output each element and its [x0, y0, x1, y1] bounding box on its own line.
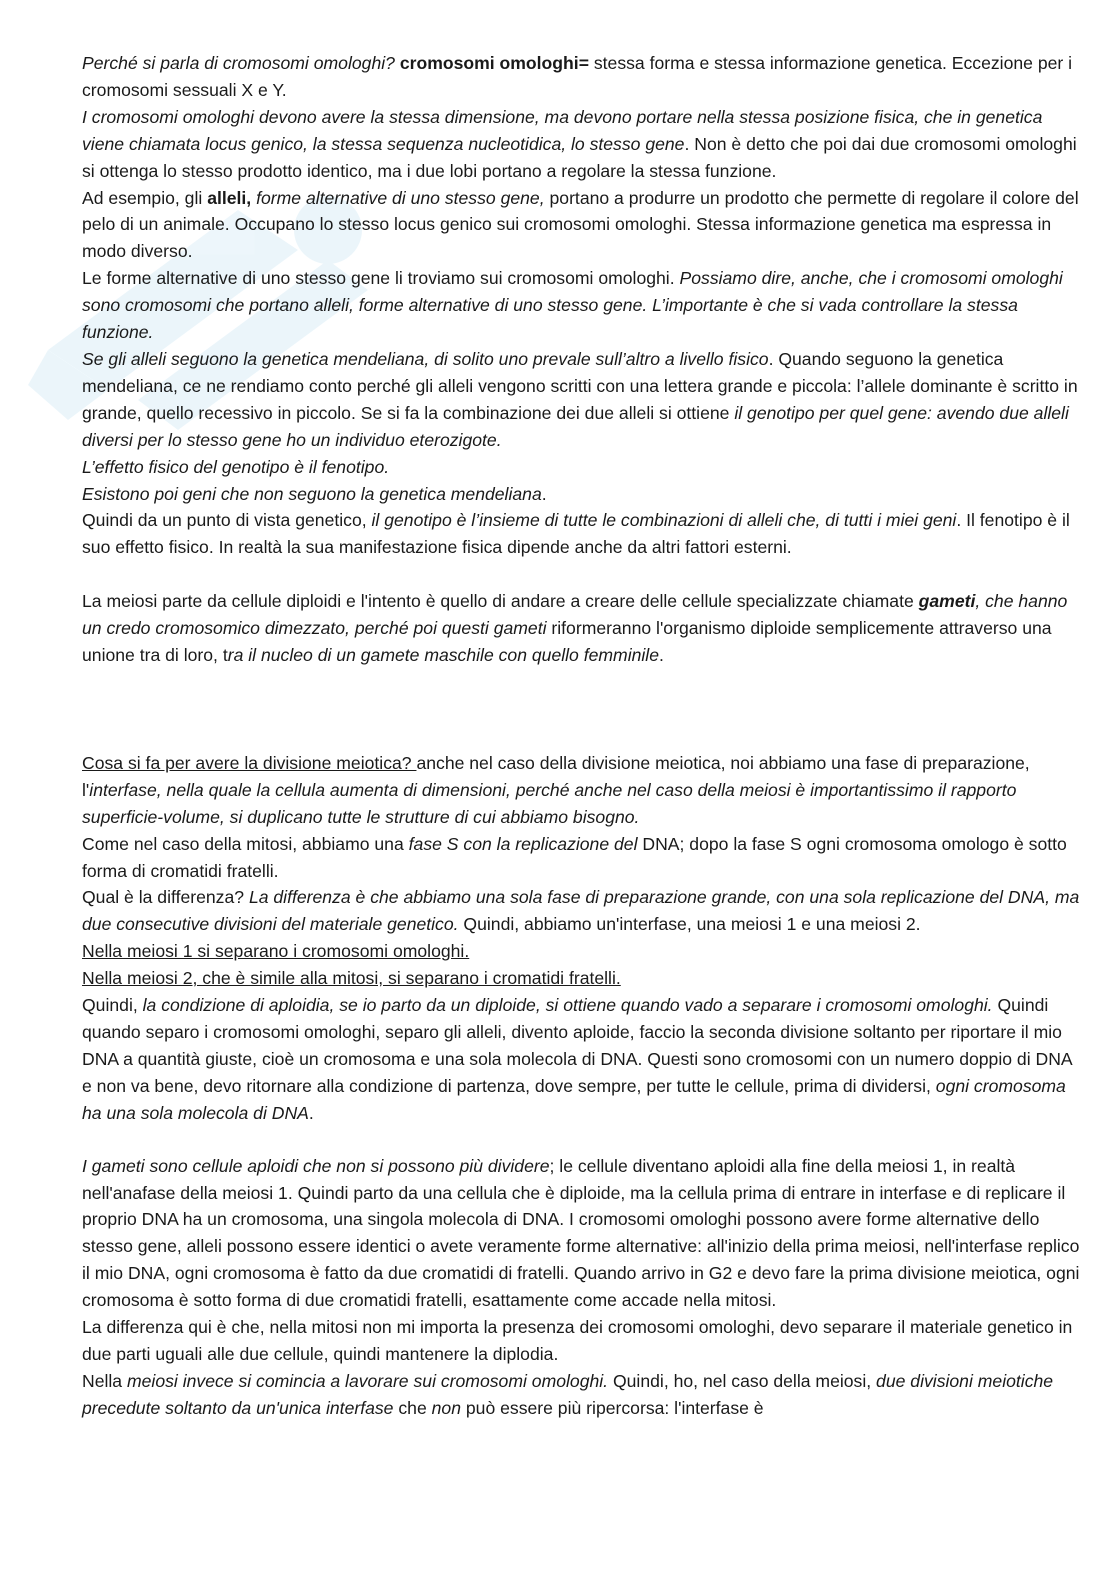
- text-run: anche nel caso della divisione meiotica, noi abbiamo una fase di preparazione, l': [82, 752, 1030, 800]
- text-run: ; le cellule diventano aploidi alla fine della meiosi 1, in realtà nell'anafase della meiosi 1. Quindi parto da una cellula che è diploide, ma la cellula prima di entrare in interfase e di replicare il proprio DNA ha un cromosoma, una singola molecola di DNA. I cromosomi omologhi possono avere forme alternative dello stesso gene, alleli possono essere identici o avete veramente forme alternative: all'inizio della prima meiosi, nell'interfase replico il mio DNA, ogni cromosoma è fatto da due cromatidi di fratelli. Quando arrivo in G2 e devo fare la prima divisione meiotica, ogni cromosoma è sotto forma di due cromatidi fratelli, esattamente come accade nella mitosi.: [82, 1155, 1080, 1311]
- para-geni-non-mendeliani: [82, 481, 1082, 508]
- text-run: Possiamo dire, anche, che i cromosomi omologhi sono cromosomi che portano alleli, forme alternative di uno stesso gene. L’importante è che si vada controllare la stessa funzione.: [82, 268, 1063, 343]
- para-forme-alternative: [82, 265, 1082, 346]
- text-run: cromosomi omologhi=: [399, 53, 589, 73]
- text-run: stessa forma e stessa informazione genetica. Eccezione per i cromosomi sessuali X e Y.: [82, 53, 1073, 100]
- paragraph-spacer: [82, 561, 1082, 588]
- para-differenza-mitosi: [82, 1314, 1082, 1368]
- text-run: . Il fenotipo è il suo effetto fisico. In realtà la sua manifestazione fisica dipende anche da altri fattori esterni.: [82, 510, 1070, 558]
- text-run: gameti: [918, 591, 976, 612]
- text-run: I gameti sono cellule aploidi che non si possono più dividere: [82, 1155, 550, 1176]
- para-differenza: [82, 884, 1082, 938]
- text-run: La differenza è che abbiamo una sola fase di preparazione grande, con una sola replicazione del DNA, ma due consecutive divisioni del materiale genetico.: [82, 887, 1080, 935]
- text-run: Quindi, ho, nel caso della meiosi,: [608, 1370, 877, 1391]
- para-fase-s: [82, 831, 1082, 885]
- text-run: riformeranno l'organismo diploide semplicemente attraverso una unione tra di loro, t: [82, 618, 1052, 666]
- text-run: Quindi, abbiamo un'interfase, una meiosi 1 e una meiosi 2.: [458, 914, 921, 935]
- text-run: meiosi invece si comincia a lavorare sui cromosomi omologhi.: [126, 1370, 609, 1391]
- text-run: Nella: [82, 1370, 127, 1391]
- para-meiosi-gameti: [82, 588, 1082, 669]
- text-run: può essere più ripercorsa: l'interfase è: [460, 1397, 764, 1418]
- text-run: Cosa si fa per avere la divisione meiotica?: [82, 752, 417, 773]
- para-fenotipo: [82, 454, 1082, 481]
- text-run: portano a produrre un prodotto che permette di regolare il colore del pelo di un animale. Occupano lo stesso locus genico sui cromosomi omologhi. Stessa informazione genetica ma espressa in modo diverso.: [82, 187, 1079, 262]
- text-run: Ad esempio, gli: [82, 187, 208, 208]
- text-run: .: [308, 1102, 314, 1123]
- text-run: Se gli alleli seguono la genetica mendeliana, di solito uno prevale sull’altro a livello fisico: [82, 348, 769, 369]
- text-run: DNA; dopo la fase S ogni cromosoma omologo è sotto forma di cromatidi fratelli.: [82, 833, 1067, 881]
- paragraph-spacer: [82, 669, 1082, 750]
- text-run: .: [541, 483, 547, 504]
- text-run: Nella meiosi 2, che è simile alla mitosi, si separano i cromatidi fratelli.: [82, 968, 621, 989]
- text-run: ogni cromosoma ha una sola molecola di DNA: [82, 1075, 1066, 1123]
- text-run: La differenza qui è che, nella mitosi non mi importa la presenza dei cromosomi omologhi, devo separare il materiale genetico in due parti uguali alle due cellule, quindi mantenere la diplodia.: [82, 1317, 1073, 1364]
- text-run: Quindi da un punto di vista genetico,: [82, 510, 372, 531]
- para-meiosi-2: [82, 965, 1082, 992]
- para-genotipo-insieme: [82, 507, 1082, 561]
- para-genetica-mendeliana: [82, 346, 1082, 454]
- text-run: Nella meiosi 1 si separano i cromosomi omologhi.: [82, 941, 470, 962]
- text-run: Le forme alternative di uno stesso gene li troviamo sui cromosomi omologhi.: [82, 268, 680, 289]
- text-run: Come nel caso della mitosi, abbiamo una: [82, 833, 409, 854]
- text-run: La meiosi parte da cellule diploidi e l'intento è quello di andare a creare delle cellule specializzate chiamate: [82, 591, 919, 612]
- document-body: [82, 50, 1082, 1422]
- text-run: interfase, nella quale la cellula aumenta di dimensioni, perché anche nel caso della meiosi è importantissimo il rapporto superficie-volume, si duplicano tutte le strutture di cui abbiamo bisogno.: [82, 779, 1017, 827]
- para-meiosi-1: [82, 938, 1082, 965]
- para-cromosomi-omologhi: [82, 50, 1082, 104]
- text-run: alleli,: [207, 187, 252, 208]
- text-run: .: [659, 645, 664, 666]
- text-run: L’effetto fisico del genotipo è il fenotipo.: [82, 456, 390, 477]
- text-run: Quindi quando separo i cromosomi omologhi, separo gli alleli, divento aploide, faccio la seconda divisione soltanto per riportare il mio DNA a quantità giuste, cioè un cromosoma e una sola molecola di DNA. Questi sono cromosomi con un numero doppio di DNA e non va bene, devo ritornare alla condizione di partenza, dove sempre, per tutte le cellule, prima di dividersi,: [82, 995, 1072, 1096]
- para-meiosi-omologhi: [82, 1368, 1082, 1422]
- text-run: forme alternative di uno stesso gene,: [251, 187, 545, 208]
- text-run: due divisioni meiotiche precedute soltanto da un'unica interfase: [82, 1370, 1054, 1418]
- text-run: . Quando seguono la genetica mendeliana, ce ne rendiamo conto perché gli alleli vengono scritti con una lettera grande e piccola: l’allele dominante è scritto in grande, quello recessivo in piccolo. Se si fa la combinazione dei due alleli si ottiene: [82, 348, 1078, 423]
- text-run: la condizione di aploidia, se io parto da un diploide, si ottiene quando vado a separare i cromosomi omologhi.: [142, 995, 993, 1016]
- text-run: Quindi,: [82, 995, 143, 1016]
- text-run: che: [393, 1397, 432, 1418]
- text-run: . Non è detto che poi dai due cromosomi omologhi si ottenga lo stesso prodotto identico, ma i due lobi portano a regolare la stessa funzione.: [82, 133, 1077, 181]
- para-gameti-aploidi: [82, 1153, 1082, 1314]
- text-run: ra il nucleo di un gamete maschile con quello femminile: [227, 645, 660, 666]
- paragraph-spacer: [82, 1127, 1082, 1153]
- text-run: il genotipo per quel gene: avendo due alleli diversi per lo stesso gene ho un individuo eterozigote.: [82, 402, 1069, 450]
- para-divisione-meiotica: [82, 750, 1082, 831]
- text-run: I cromosomi omologhi devono avere la stessa dimensione, ma devono portare nella stessa posizione fisica, che in genetica viene chiamata locus genico, la stessa sequenza nucleotidica, lo stesso gene: [82, 106, 1043, 154]
- text-run: Esistono poi geni che non seguono la genetica mendeliana: [82, 483, 542, 504]
- text-run: non: [431, 1397, 461, 1418]
- text-run: Qual è la differenza?: [82, 887, 249, 908]
- text-run: Perché si parla di cromosomi omologhi?: [82, 53, 400, 73]
- para-alleli: [82, 185, 1082, 266]
- para-stessa-dimensione: [82, 104, 1082, 185]
- text-run: fase S con la replicazione del: [408, 833, 638, 854]
- text-run: il genotipo è l’insieme di tutte le combinazioni di alleli che, di tutti i miei geni: [371, 510, 957, 531]
- text-run: , che hanno un credo cromosomico dimezzato, perché poi questi gameti: [82, 591, 1068, 639]
- para-aploidia: [82, 992, 1082, 1127]
